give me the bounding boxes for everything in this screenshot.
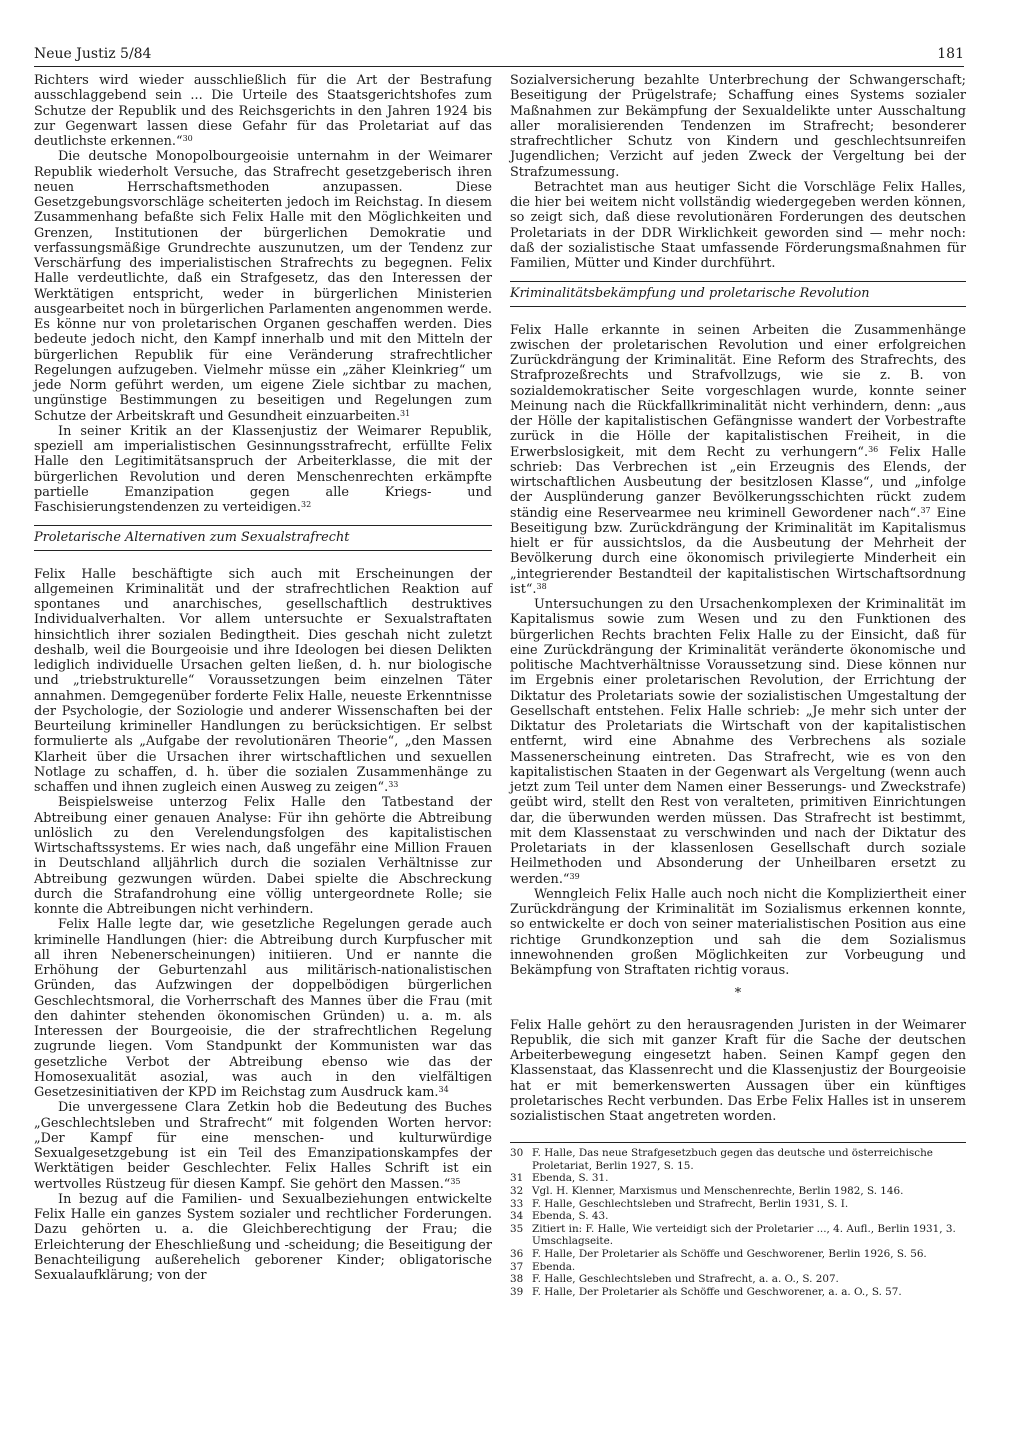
footnote: 35 Zitiert in: F. Halle, Wie verteidigt sich der Proletarier ..., 4. Aufl., Berlin 1931, 3. Umschlagseite. [510,1222,956,1248]
footnote: 36 F. Halle, Der Proletarier als Schöffe und Geschworener, Berlin 1926, S. 56. [510,1248,927,1260]
footnote-ref[interactable]: 39 [569,871,580,881]
page-number: 181 [937,46,964,62]
paragraph: Die unvergessene Clara Zetkin hob die Bedeutung des Buches „Geschlechtsleben und Strafrecht“ mit folgenden Worten hervor: „Der Kampf für eine menschen- und kulturwürdige Sexualgesetzgebung ist ein Teil des Emanzipationskampfes der Werktätigen beider Geschlechter. Felix Halles Schrift ist ein wertvolles Rüstzeug für diesen Kampf. Sie gehört den Massen.“$^{35}$ [34,1100,492,1192]
paragraph: Richters wird wieder ausschließlich für die Art der Bestrafung ausschlaggebend sein ... Die Urteile des Staatsgerichtshofes zum Schutze der Republik und des Reichsgerichts in den Jahren 1924 bis zur Gegenwart lassen diese Gefahr für das Proletariat auf das deutlichste erkennen.“$^{30}$ [34,73,492,149]
footnote: 30 F. Halle, Das neue Strafgesetzbuch gegen das deutsche und österreichische Proletariat, Berlin 1927, S. 15. [510,1147,933,1172]
footnote-ref[interactable]: 36 [868,444,879,454]
paragraph: Beispielsweise unterzog Felix Halle den Tatbestand der Abtreibung einer genauen Analyse: Für ihn gehörte die Abtreibung unlöslich zu den Verelendungsfolgen des kapitalistischen Wirtschaftssystems. Er wies nach, daß ungefähr eine Million Frauen in Deutschland alljährlich durch die sozialen Verhältnisse zur Abtreibung gezwungen würden. Dabei spielte die Abschreckung durch die Strafandrohung eine völlig untergeordnete Rolle; sie konnte die Abtreibungen nicht verhindern. [34,795,492,917]
paragraph: Betrachtet man aus heutiger Sicht die Vorschläge Felix Halles, die hier bei weitem nicht vollständig wiedergegeben werden können, so zeigt sich, daß diese revolutionären Forderungen des deutschen Proletariats in der DDR Wirklichkeit geworden sind — mehr noch: daß der sozialistische Staat umfassende Förderungsmaßnahmen für Familien, Mütter und Kinder durchführt. [510,179,966,271]
right-column [510,73,966,1298]
paragraph: In seiner Kritik an der Klassenjustiz der Weimarer Republik, speziell am imperialistischen Gesinnungsstrafrecht, erfüllte Felix Halle den Legitimitätsanspruch der Arbeiterklasse, die mit der bürgerlichen Revolution und deren Menschenrechten erkämpfte partielle Emanzipation gegen alle Kriegs- und Faschisierungstendenzen zu verteidigen.$^{32}$ [34,423,492,515]
footnote-ref[interactable]: 38 [536,581,547,591]
paragraph: Untersuchungen zu den Ursachenkomplexen der Kriminalität im Kapitalismus sowie zum Wesen und zu den Funktionen des bürgerlichen Rechts brachten Felix Halle zu der Einsicht, daß für eine Zurückdrängung der Kriminalität veränderte ökonomische und politische Machtverhältnisse Voraussetzung sind. Diese können nur im Ergebnis einer proletarischen Revolution, der Errichtung der Diktatur des Proletariats sowie der sozialistischen Umgestaltung der Gesellschaft entstehen. Felix Halle schrieb: „Je mehr sich unter der Diktatur des Proletariats die Wirtschaft von der kapitalistischen entfernt, wird eine Abnahme des Verbrechens als soziale Massenerscheinung eintreten. Das Strafrecht, wie es von den kapitalistischen Staaten in der Gegenwart als Vergeltung (wenn auch jetzt zum Teil unter dem Namen einer Besserungs- und Zweckstrafe) geübt wird, stellt den Rest von veralteten, primitiven Einrichtungen dar, die überwunden werden müssen. Das Strafrecht ist bestimmt, mit dem Klassenstaat zu verschwinden und nach der Diktatur des Proletariats in der klassenlosen Gesellschaft durch soziale Heilmethoden und Absonderung der Unheilbaren ersetzt zu werden.“$^{39}$ [510,597,966,887]
section-heading: Kriminalitätsbekämpfung und proletarische Revolution [510,281,966,306]
paragraph: In bezug auf die Familien- und Sexualbeziehungen entwickelte Felix Halle ein ganzes System sozialer und rechtlicher Forderungen. Dazu gehörten u. a. die Gleichberechtigung der Frau; die Erleichterung der Eheschließung und -scheidung; die Beseitigung der Benachteiligung außerehelich geborener Kinder; obligatorische Sexualaufklärung; von der [34,1191,492,1283]
footnote-ref[interactable]: 37 [920,505,931,515]
footnote-ref[interactable]: 33 [388,780,399,789]
paragraph: Die deutsche Monopolbourgeoisie unternahm in der Weimarer Republik wiederholt Versuche, das Strafrecht gesetzgeberisch ihren neuen Herrschaftsmethoden anzupassen. Diese Gesetzgebungsvorschläge scheiterten jedoch im Reichstag. In diesem Zusammenhang befaßte sich Felix Halle mit den Möglichkeiten und Grenzen, Institutionen der bürgerlichen Demokratie und verfassungsmäßige Grundrechte auszunutzen, um der Tendenz zur Verschärfung des imperialistischen Strafrechts zu begegnen. Felix Halle verdeutlichte, daß ein Strafgesetz, das den Interessen der Werktätigen entspricht, weder in bürgerlichen Ministerien ausgearbeitet noch in bürgerlichen Parlamenten angenommen werde. Es könne nur von proletarischen Organen geschaffen werden. Dies bedeute jedoch nicht, den Kampf innerhalb und mit den Mitteln der bürgerlichen Republik für eine Veränderung strafrechtlicher Regelungen aufzugeben. Vielmehr müsse ein „zäher Kleinkrieg“ um jede Norm geführt werden, um eigene Ziele sichtbar zu machen, ungünstige Bestimmungen zu beseitigen und Regelungen zum Schutze der Arbeitskraft und Gesundheit einzuarbeiten.$^{31}$ [34,149,492,424]
footnote: 37 Ebenda. [510,1260,576,1273]
footnote: 34 Ebenda, S. 43. [510,1210,609,1223]
footnote-ref[interactable]: 34 [438,1085,449,1094]
footnote: 38 F. Halle, Geschlechtsleben und Strafrecht, a. a. O., S. 207. [510,1273,839,1286]
section-divider-asterisk: * [734,986,742,1002]
running-header [34,44,964,67]
footnote: 33 F. Halle, Geschlechtsleben und Strafrecht, Berlin 1931, S. I. [510,1197,849,1210]
section-heading: Proletarische Alternativen zum Sexualstrafrecht [34,525,492,550]
footnote: 31 Ebenda, S. 31. [510,1172,609,1185]
footnote-ref[interactable]: 30 [182,134,193,143]
footnote: 32 Vgl. H. Klenner, Marxismus und Menschenrechte, Berlin 1982, S. 146. [510,1185,904,1198]
footnote-ref[interactable]: 31 [400,408,411,418]
paragraph: Sozialversicherung bezahlte Unterbrechung der Schwangerschaft; Beseitigung der Prügelstrafe; Schaffung eines Systems sozialer Maßnahmen zur Bekämpfung der Sexualdelikte unter Ausschaltung aller moralisierenden Tendenzen im Strafrecht; besonderer strafrechtlicher Schutz von Kindern und geschlechtsunreifen Jugendlichen; Verzicht auf jeden Zweck der Vergeltung bei der Strafzumessung. [510,73,966,180]
footnote-ref[interactable]: 35 [450,1176,461,1186]
paragraph: Felix Halle erkannte in seinen Arbeiten die Zusammenhänge zwischen der proletarischen Revolution und einer erfolgreichen Zurückdrängung der Kriminalität. Eine Reform des Strafrechts, des Strafprozeßrechts und Strafvollzugs, wie sie z. B. von sozialdemokratischer Seite vorgeschlagen wurde, konnte seiner Meinung nach die Rückfallkriminalität nicht verhindern, denn: „aus der Hölle der kapitalistischen Gefängnisse wandert der Vorbestrafte zurück in die Hölle der kapitalistischen Freiheit, in die Erwerbslosigkeit, mit dem Recht zu verhungern“.$^{36}$ Felix Halle schrieb: Das Verbrechen ist „ein Erzeugnis des Elends, der wirtschaftlichen Ausbeutung der besitzlosen Klasse“, und „infolge der Ausplünderung ganzer Bevölkerungsschichten rückt zudem ständig eine Reservearmee neu kriminell Gewordener nach“.$^{37}$ Eine Beseitigung bzw. Zurückdrängung der Kriminalität im Kapitalismus hielt er für aussichtslos, da die Ausbeutung der Mehrheit der Bevölkerung durch eine ökonomisch privilegierte Minderheit ein „integrierender Bestandteil der kapitalistischen Wirtschaftsordnung ist“.$^{38}$ [510,322,967,597]
footnote-ref[interactable]: 32 [301,500,312,509]
paragraph: Wenngleich Felix Halle auch noch nicht die Kompliziertheit einer Zurückdrängung der Kriminalität im Sozialismus erkennen konnte, so entwickelte er doch von seiner materialistischen Position aus eine richtige Grundkonzeption und sah die dem Sozialismus innewohnenden großen Möglichkeiten zur Vorbeugung und Bekämpfung von Straftaten richtig voraus. [510,886,966,978]
footnote: 39 F. Halle, Der Proletarier als Schöffe und Geschworener, a. a. O., S. 57. [510,1285,902,1298]
left-column [34,73,492,1283]
paragraph: Felix Halle beschäftigte sich auch mit Erscheinungen der allgemeinen Kriminalität und der strafrechtlichen Reaktion auf spontanes und anarchisches, gesellschaftlich destruktives Individualverhalten. Vor allem untersuchte er Sexualstraftaten hinsichtlich ihrer sozialen Bedingtheit. Dies geschah nicht zuletzt deshalb, weil die Bourgeoisie und ihre Ideologen bei diesen Delikten lediglich individuelle Ursachen gelten ließen, d. h. nur biologische und „triebstrukturelle“ Voraussetzungen beim einzelnen Täter annahmen. Demgegenüber forderte Felix Halle, neueste Erkenntnisse der Psychologie, der Soziologie und anderer Wissenschaften bei der Beurteilung krimineller Handlungen zu berücksichtigen. Er selbst formulierte als „Aufgabe der revolutionären Theorie“, „den Massen Klarheit über die Ursachen ihrer wirtschaftlichen und sexuellen Notlage zu schaffen, d. h. über die sozialen Zusammenhänge zu schaffen und ihnen zugleich einen Ausweg zu zeigen“.$^{33}$ [34,566,492,795]
paragraph: Felix Halle gehört zu den herausragenden Juristen in der Weimarer Republik, die sich mit ganzer Kraft für die Sache der deutschen Arbeiterbewegung eingesetzt haben. Seinen Kampf gegen den Klassenstaat, das Klassenrecht und die Klassenjustiz der Bourgeoisie hat er mit bemerkenswerten Aussagen über ein künftiges proletarisches Recht verbunden. Das Erbe Felix Halles ist in unserem sozialistischen Staat angetreten worden. [510,1017,966,1124]
footnotes [510,1142,966,1298]
journal-issue: Neue Justiz 5/84 [34,46,152,62]
paragraph: Felix Halle legte dar, wie gesetzliche Regelungen gerade auch kriminelle Handlungen (hier: die Abtreibung durch Kurpfuscher mit all ihren Nebenerscheinungen) initiieren. Und er nannte die Erhöhung der Geburtenzahl aus militärisch-nationalistischen Gründen, das Aufzwingen der doppelbödigen bürgerlichen Geschlechtsmoral, die Vorherrschaft des Mannes über die Frau (mit den dahinter stehenden ökonomischen Gründen) u. a. m. als Interessen der Bourgeoisie, die der strafrechtlichen Regelung zugrunde liegen. Vom Standpunkt der Kommunisten war das gesetzliche Verbot der Abtreibung ebenso wie das der Homosexualität asozial, was auch in den vielfältigen Gesetzesinitiativen der KPD im Reichstag zum Ausdruck kam.$^{34}$ [34,917,492,1100]
